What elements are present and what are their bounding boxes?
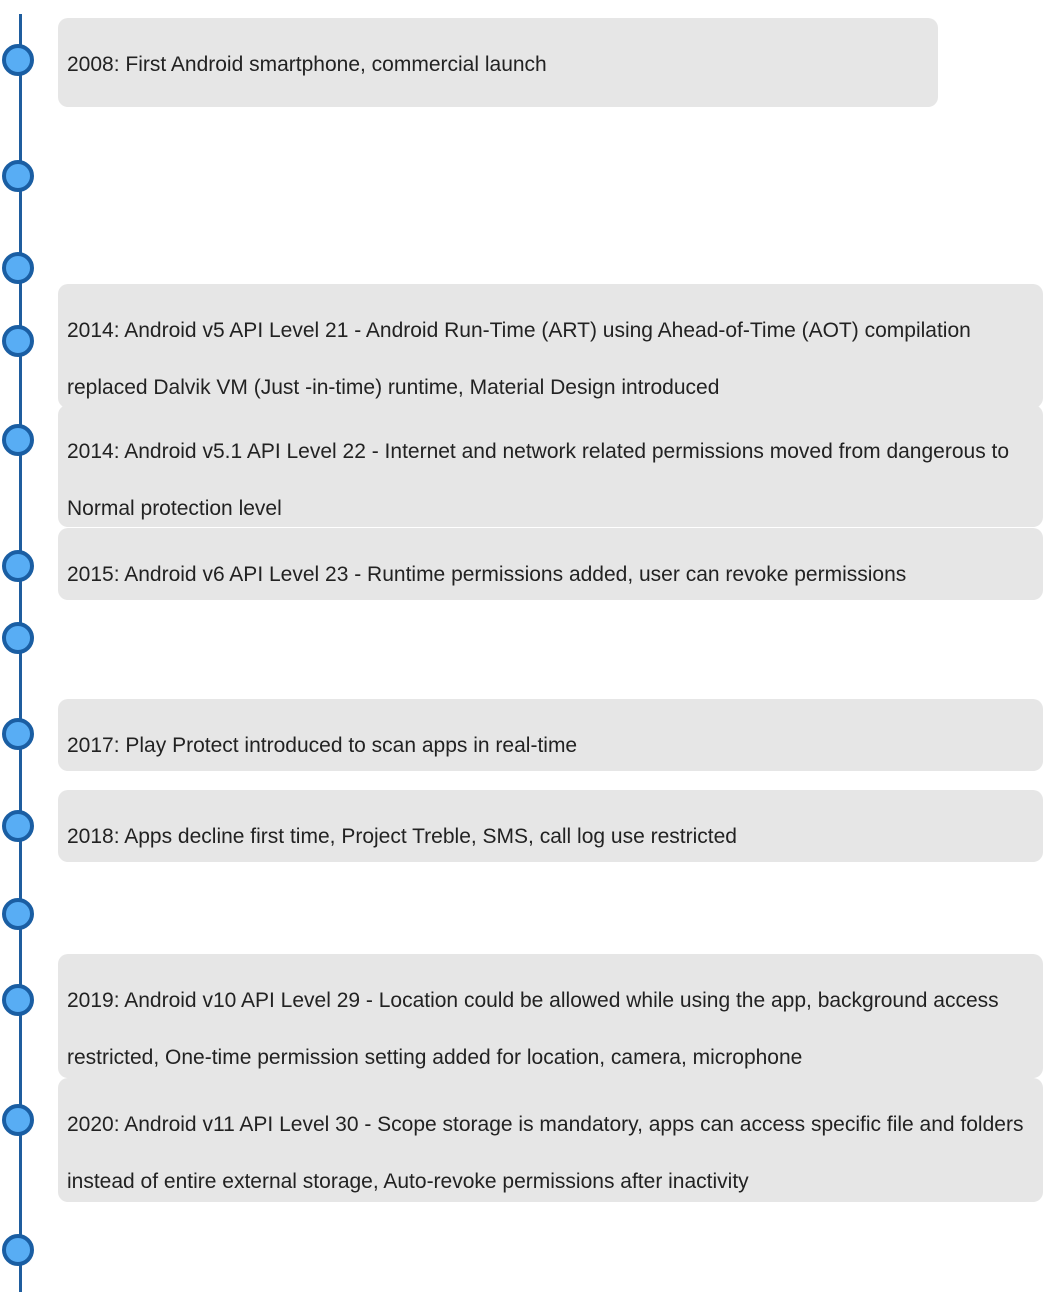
event-text: 2019: Android v10 API Level 29 - Location could be allowed while using the app, background access restricted, One-time permission setting added for location, camera, microphone xyxy=(67,989,999,1069)
event-text: 2017: Play Protect introduced to scan apps in real-time xyxy=(67,734,578,757)
timeline-node xyxy=(2,898,34,930)
timeline-node xyxy=(2,984,34,1016)
event-text: 2018: Apps decline first time, Project Treble, SMS, call log use restricted xyxy=(67,825,737,848)
timeline-node xyxy=(2,160,34,192)
timeline-node xyxy=(2,44,34,76)
timeline-node xyxy=(2,252,34,284)
timeline-node xyxy=(2,1234,34,1266)
timeline-node xyxy=(2,622,34,654)
event-card-2014-v5 xyxy=(58,284,1043,408)
timeline-node xyxy=(2,1104,34,1136)
event-text: 2014: Android v5 API Level 21 - Android Run-Time (ART) using Ahead-of-Time (AOT) compilation replaced Dalvik VM (Just -in-time) runtime, Material Design introduced xyxy=(67,319,971,399)
timeline-node xyxy=(2,810,34,842)
event-card-2017 xyxy=(58,699,1043,771)
event-card-2019 xyxy=(58,954,1043,1078)
timeline-node xyxy=(2,718,34,750)
event-card-2008 xyxy=(58,18,938,107)
event-text: 2014: Android v5.1 API Level 22 - Internet and network related permissions moved from dangerous to Normal protection level xyxy=(67,440,1010,520)
event-text: 2015: Android v6 API Level 23 - Runtime permissions added, user can revoke permissions xyxy=(67,563,907,586)
timeline-node xyxy=(2,424,34,456)
event-text: 2020: Android v11 API Level 30 - Scope storage is mandatory, apps can access specific file and folders instead of entire external storage, Auto-revoke permissions after inactivity xyxy=(67,1113,1024,1193)
event-card-2015 xyxy=(58,528,1043,600)
event-card-2020 xyxy=(58,1078,1043,1202)
event-card-2014-v5-1 xyxy=(58,405,1043,527)
event-card-2018 xyxy=(58,790,1043,862)
timeline-node xyxy=(2,325,34,357)
event-text: 2008: First Android smartphone, commercial launch xyxy=(67,53,547,76)
timeline-node xyxy=(2,550,34,582)
